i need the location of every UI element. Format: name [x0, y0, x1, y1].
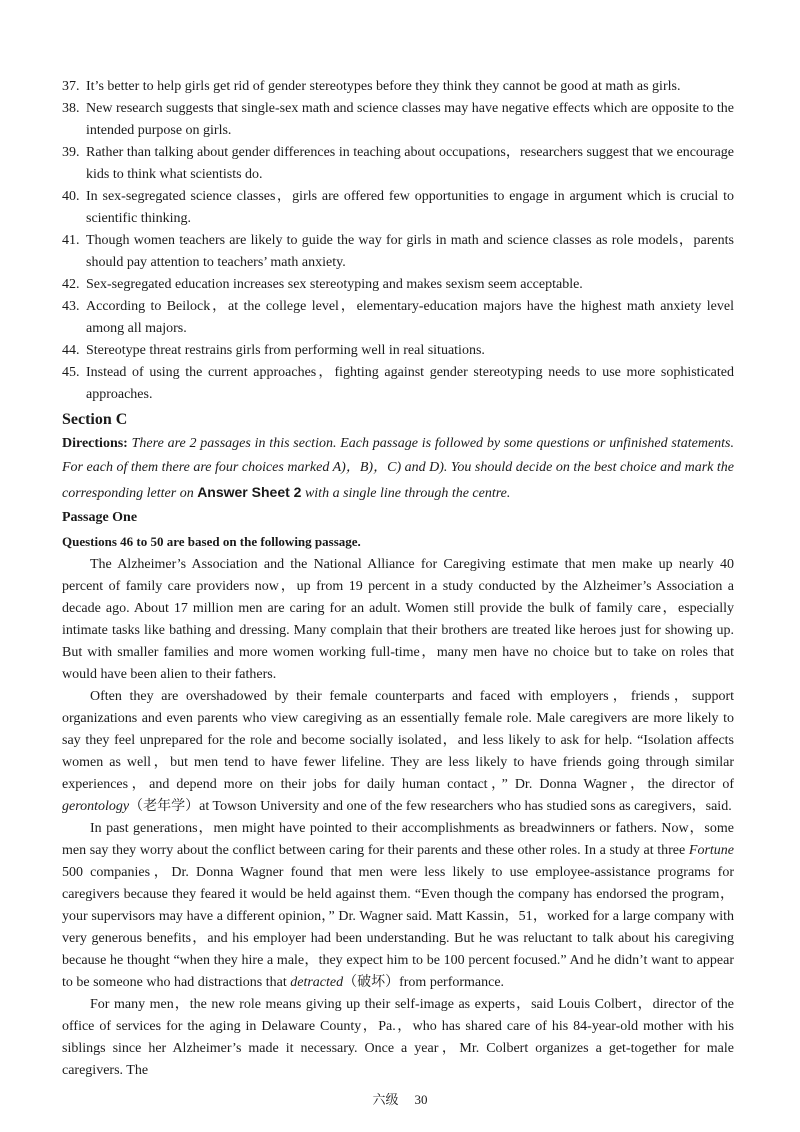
passage-title: Passage One [62, 510, 138, 525]
paragraph-text: In past generations，men might have pointed to their accomplishments as breadwinners or fathers. Now，some men say they worry about the conflict between caring for their parents and these other roles. In a study at three [62, 821, 734, 858]
section-title: Section C [62, 411, 128, 428]
statement-item [62, 186, 734, 230]
term: detracted [290, 975, 344, 990]
page-footer [0, 1090, 800, 1130]
statement-list [62, 76, 734, 406]
statement-item [62, 142, 734, 186]
item-text: Stereotype threat restrains girls from performing well in real situations. [86, 343, 485, 358]
item-number: 45. [62, 365, 80, 380]
item-text: Rather than talking about gender differences in teaching about occupations，researchers suggest that we encourage kids to think what scientists do. [86, 145, 734, 182]
item-text: Sex-segregated education increases sex stereotyping and makes sexism seem acceptable. [86, 277, 583, 292]
item-text: Instead of using the current approaches，fighting against gender stereotyping needs to use more sophisticated approaches. [86, 365, 734, 402]
item-number: 39. [62, 145, 80, 160]
footer-label: 六级 [372, 1092, 399, 1107]
item-text: New research suggests that single-sex math and science classes may have negative effects which are opposite to the intended purpose on girls. [86, 101, 734, 138]
directions-text-end: with a single line through the centre. [304, 486, 511, 501]
item-number: 44. [62, 343, 80, 358]
item-text: It’s better to help girls get rid of gender stereotypes before they think they cannot be good at math as girls. [86, 79, 681, 94]
item-text: Though women teachers are likely to guide the way for girls in math and science classes as role models，parents should pay attention to teachers’ math anxiety. [86, 233, 734, 270]
page-content [62, 0, 734, 1082]
paragraph-text: 500 companies，Dr. Donna Wagner found that men were less likely to use employee-assistance programs for caregivers because they feared it would be held against them. “Even though the company has endorsed the program，your supervisors may have a different opinion，” Dr. Wagner said. Matt Kassin，51，worked for a large company with very generous benefits，and his employer had been understanding. But he was reluctant to talk about his caregiving because he thought “when they hire a male，they expect him to be 100 percent focused.” And he didn’t want to appear to be someone who had distractions that [62, 865, 734, 990]
directions-text: There are 2 passages in this section. Each passage is followed by some questions or unfinished statements. For each of them there are four choices marked A)，B)，C) and D). You should decide on the best choice and mark the corresponding letter on [62, 436, 735, 501]
item-number: 42. [62, 277, 80, 292]
paragraph-text: （老年学）at Towson University and one of the few researchers who has studied sons as caregivers，said. [129, 799, 732, 814]
passage-paragraph: The Alzheimer’s Association and the National Alliance for Caregiving estimate that men make up nearly 40 percent of family care providers now，up from 19 percent in a study conducted by the Alzheimer’s Association a decade ago. About 17 million men are caring for an adult. Women still provide the bulk of family care，especially intimate tasks like bathing and dressing. Many complain that their brothers are treated like heroes just for showing up. But with smaller families and more women working full-time，many men have no choice but to take on roles that would have been alien to their fathers. [62, 557, 734, 682]
paragraph-text: Often they are overshadowed by their female counterparts and faced with employers，friends，support organizations and even parents who view caregiving as an essentially female role. Male caregivers are more likely to say they feel unprepared for the role and become socially isolated，and less likely to ask for help. “Isolation affects women as well，but men tend to have fewer lifeline. They are less likely to have friends going through similar experiences，and depend more on their jobs for daily human contact，” Dr. Donna Wagner，the director of [62, 689, 734, 792]
item-text: In sex-segregated science classes，girls are offered few opportunities to engage in argument which is crucial to scientific thinking. [86, 189, 734, 226]
passage-paragraph [62, 686, 734, 818]
statement-item [62, 340, 734, 362]
paragraph-text: （破坏）from performance. [343, 975, 505, 990]
item-number: 43. [62, 299, 80, 314]
directions-label: Directions: [62, 436, 128, 451]
item-number: 40. [62, 189, 80, 204]
term: Fortune [688, 843, 735, 858]
item-number: 38. [62, 101, 80, 116]
statement-item [62, 274, 734, 296]
statement-item [62, 230, 734, 274]
page-number: 30 [414, 1092, 428, 1107]
item-number: 37. [62, 79, 80, 94]
item-text: According to Beilock，at the college level，elementary-education majors have the highest math anxiety level among all majors. [86, 299, 734, 336]
term: gerontology [62, 799, 130, 814]
item-number: 41. [62, 233, 80, 248]
questions-note: Questions 46 to 50 are based on the following passage. [62, 534, 361, 549]
answer-sheet-label: Answer Sheet 2 [197, 484, 302, 500]
passage-paragraph [62, 818, 734, 994]
statement-item [62, 98, 734, 142]
statement-item [62, 362, 734, 406]
passage-paragraph: For many men，the new role means giving up their self-image as experts，said Louis Colbert，director of the office of services for the aging in Delaware County，Pa.，who has shared care of his 84-year-old mother with his siblings since her Alzheimer’s made it necessary. Once a year，Mr. Colbert organizes a get-together for male caregivers. The [62, 997, 734, 1078]
statement-item [62, 296, 734, 340]
statement-item [62, 76, 734, 98]
directions [62, 432, 734, 506]
